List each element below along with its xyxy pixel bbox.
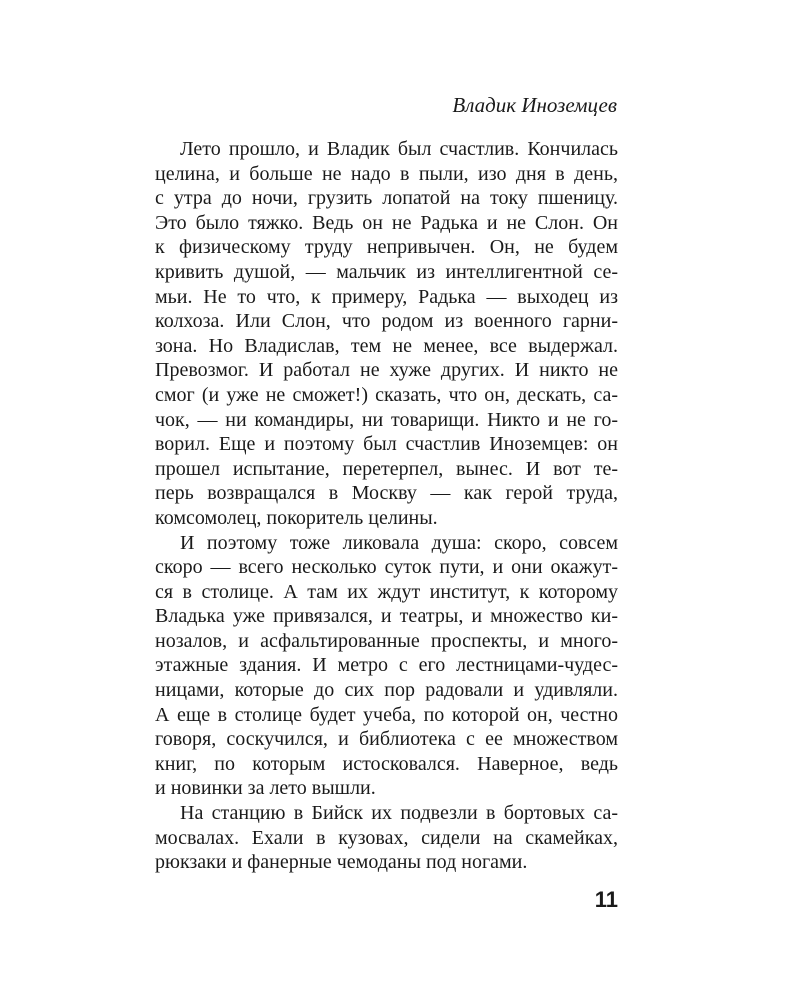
text-line: и новинки за лето вышли. — [155, 777, 376, 800]
text-line: комсомолец, покоритель целины. — [155, 506, 438, 529]
text-line: И поэтому тоже ликовала душа: скоро, совсем — [180, 531, 618, 554]
text-line: этажные здания. И метро с его лестницами-чудес- — [155, 654, 618, 677]
text-line: рюкзаки и фанерные чемоданы под ногами. — [155, 851, 528, 874]
text-line: ворил. Еще и поэтому был счастлив Иноземцев: он — [155, 433, 618, 456]
text-line: мосвалах. Ехали в кузовах, сидели на скамейках, — [155, 826, 618, 849]
paragraph-1 — [155, 137, 618, 531]
body-text — [155, 137, 618, 875]
text-line: говоря, соскучился, и библиотека с ее множеством — [155, 728, 618, 751]
text-line: скоро — всего несколько суток пути, и они окажут- — [155, 556, 618, 579]
text-line: ницами, которые до сих пор радовали и удивляли. — [155, 679, 618, 702]
text-line: А еще в столице будет учеба, по которой он, честно — [155, 703, 618, 726]
text-line: целина, и больше не надо в пыли, изо дня в день, — [155, 162, 618, 185]
text-line: зона. Но Владислав, тем не менее, все выдержал. — [155, 334, 618, 357]
text-line: кривить душой, — мальчик из интеллигентной се- — [155, 260, 618, 283]
text-line: нозалов, и асфальтированные проспекты, и много- — [155, 629, 618, 652]
text-line: книг, по которым истосковался. Наверное, ведь — [155, 752, 618, 775]
running-head: Владик Иноземцев — [452, 93, 617, 117]
text-line: с утра до ночи, грузить лопатой на току пшеницу. — [155, 187, 618, 210]
page-number: 11 — [594, 887, 618, 912]
text-line: Лето прошло, и Владик был счастлив. Кончилась — [180, 138, 618, 160]
text-line: чок, — ни командиры, ни товарищи. Никто и не го- — [155, 408, 618, 431]
text-line: Владька уже привязался, и театры, и множество ки- — [155, 605, 618, 628]
text-line: На станцию в Бийск их подвезли в бортовых са- — [180, 802, 618, 825]
paragraph-2 — [155, 531, 618, 802]
text-line: перь возвращался в Москву — как герой труда, — [155, 482, 618, 505]
text-line: смог (и уже не сможет!) сказать, что он, дескать, са- — [155, 383, 618, 406]
text-line: мьи. Не то что, к примеру, Радька — выходец из — [155, 285, 618, 308]
text-line: прошел испытание, перетерпел, вынес. И вот те- — [155, 457, 618, 480]
text-line: ся в столице. А там их ждут институт, к которому — [155, 580, 618, 603]
text-line: Это было тяжко. Ведь он не Радька и не Слон. Он — [155, 211, 618, 234]
paragraph-3 — [155, 801, 618, 875]
text-line: к физическому труду непривычен. Он, не будем — [155, 236, 618, 259]
text-line: Превозмог. И работал не хуже других. И никто не — [155, 359, 618, 382]
text-line: колхоза. Или Слон, что родом из военного гарни- — [155, 310, 618, 333]
